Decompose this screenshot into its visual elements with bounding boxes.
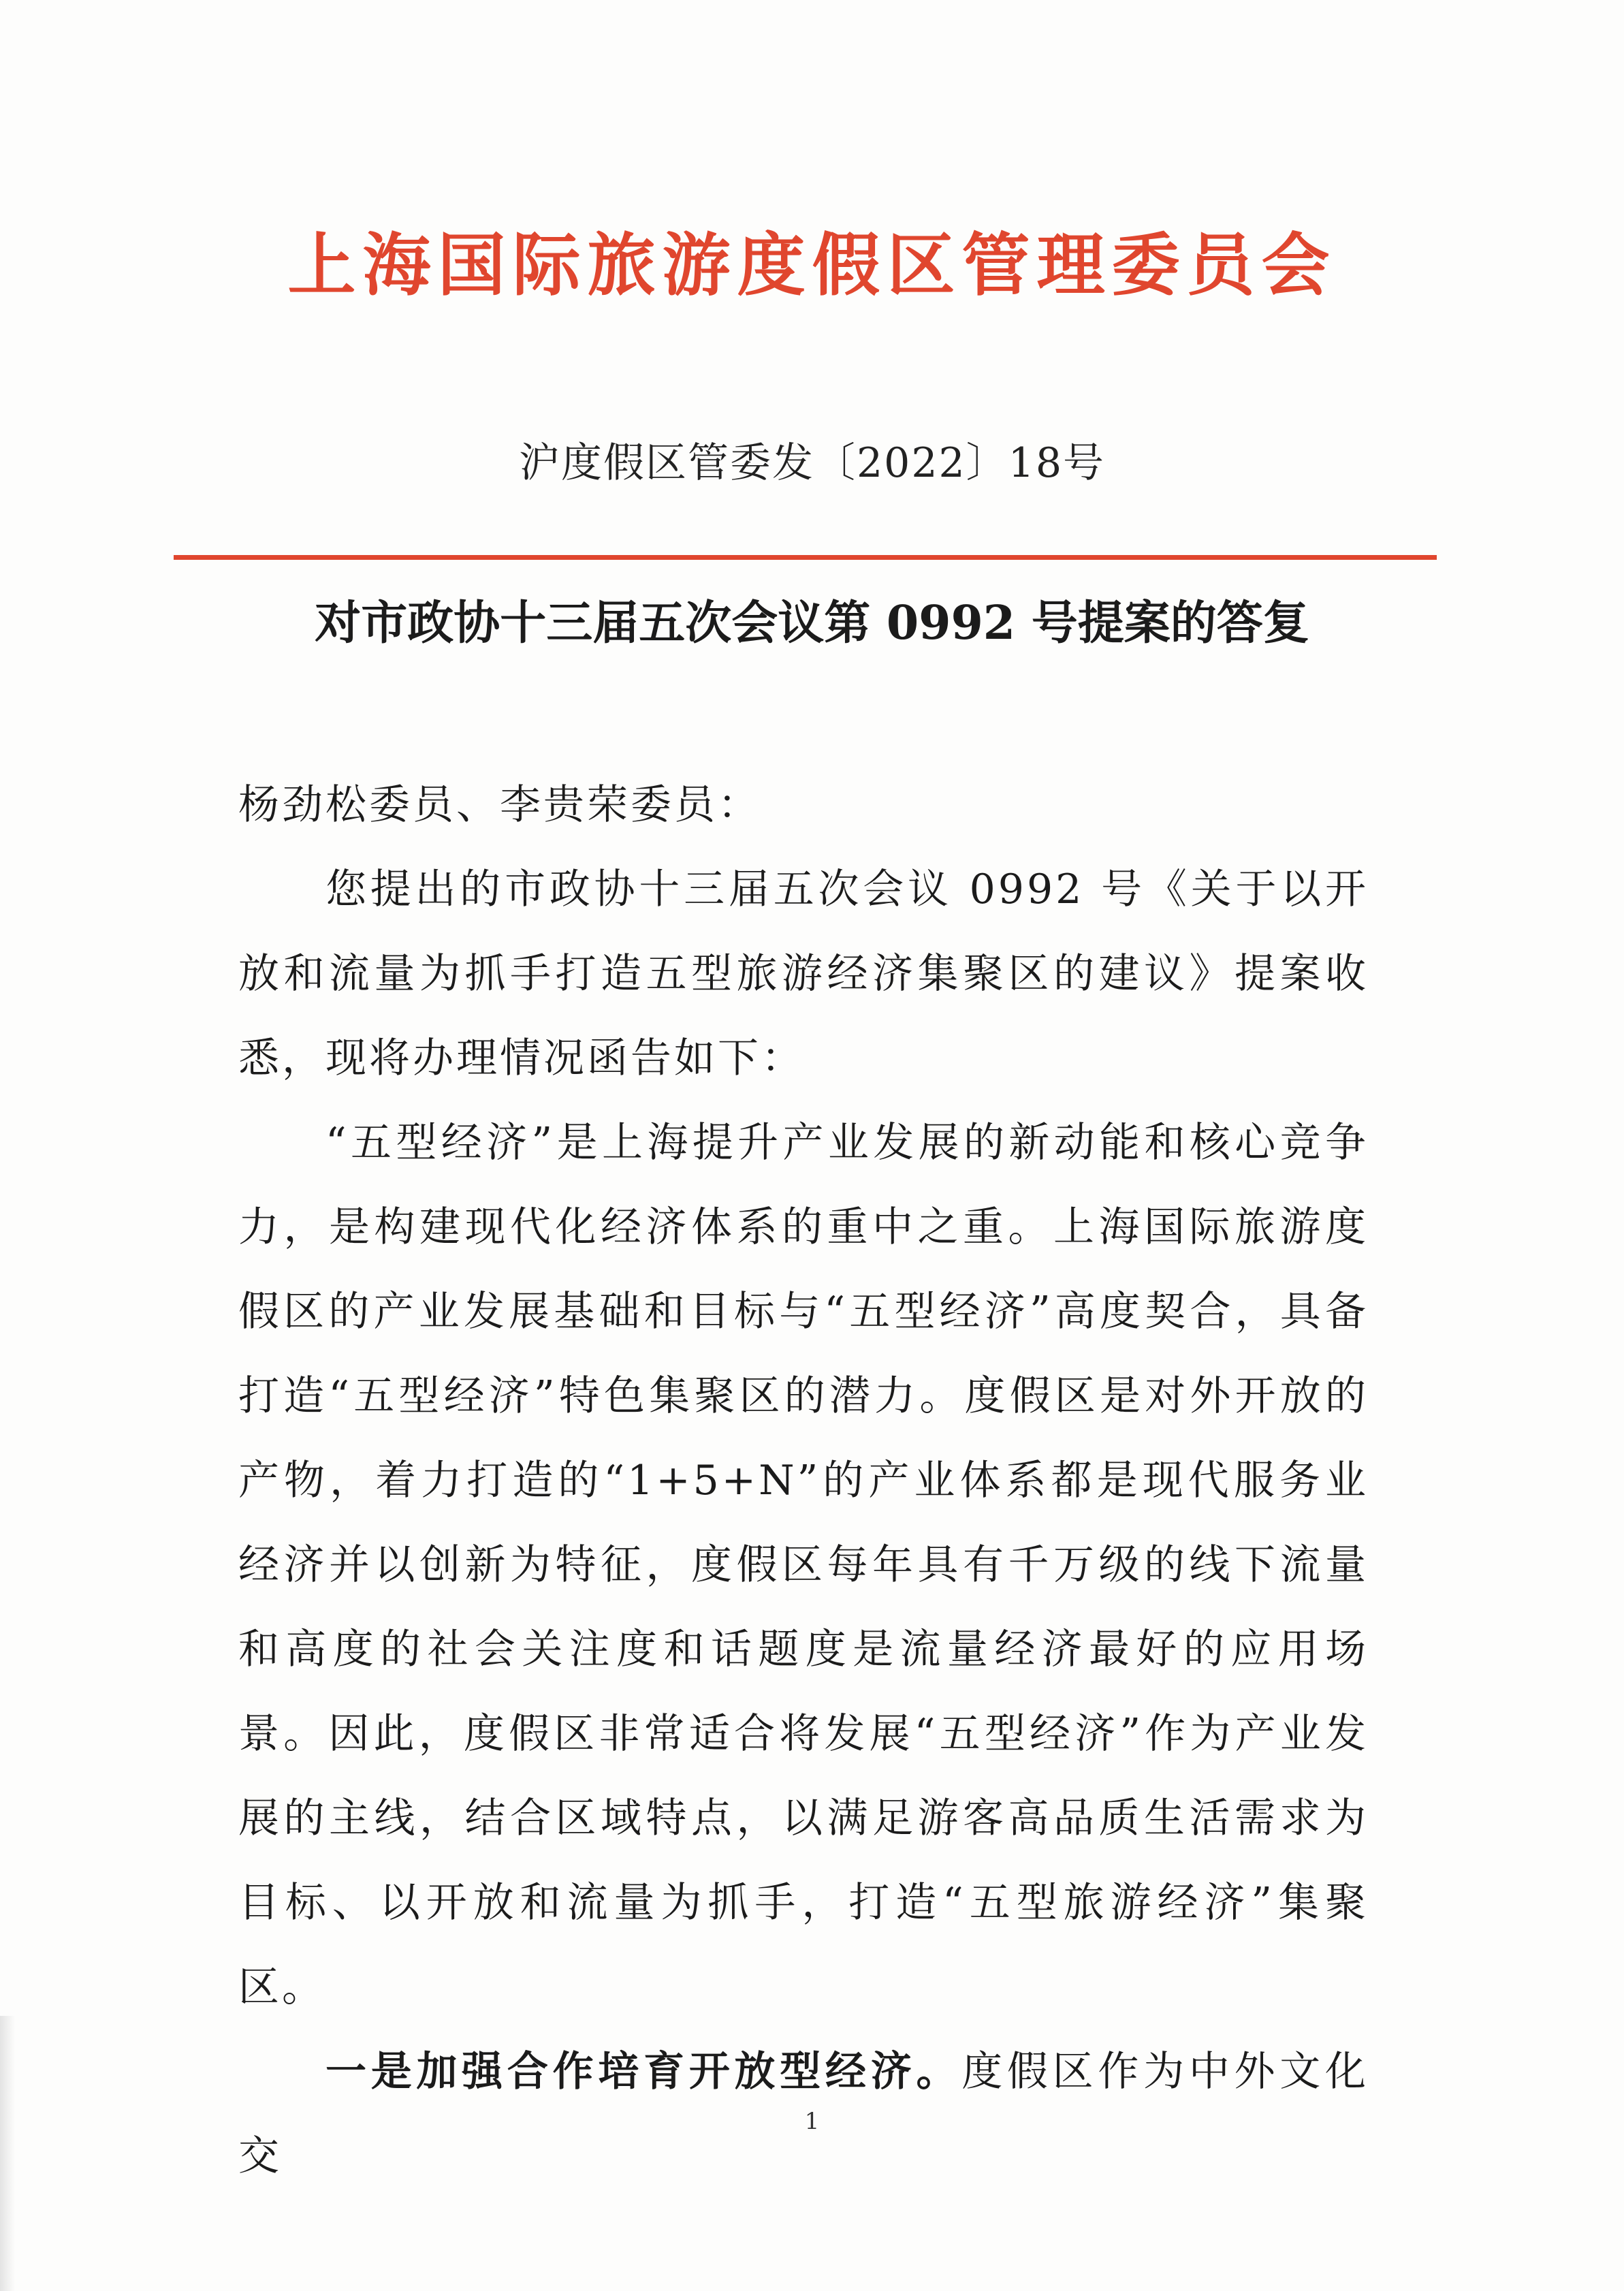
paragraph-1: 您提出的市政协十三届五次会议 0992 号《关于以开放和流量为抓手打造五型旅游经济集聚区的建议》提案收悉，现将办理情况函告如下：: [238, 866, 1369, 1082]
scan-edge-shadow: [0, 2016, 15, 2291]
organization-header: 上海国际旅游度假区管理委员会: [287, 225, 1337, 305]
salutation: 杨劲松委员、李贵荣委员：: [238, 781, 761, 829]
letter-body: [238, 763, 1369, 2198]
document-number: 沪度假区管委发〔2022〕18号: [518, 439, 1106, 487]
red-divider-line: [174, 555, 1437, 560]
paragraph-3-text: 度假区作为中外文化交: [238, 2048, 1369, 2180]
paragraph-3-heading: 一是加强合作培育开放型经济。: [325, 2048, 962, 2096]
page-number: 1: [804, 2108, 820, 2135]
paragraph-2: “五型经济”是上海提升产业发展的新动能和核心竞争力，是构建现代化经济体系的重中之重。上海国际旅游度假区的产业发展基础和目标与“五型经济”高度契合，具备打造“五型经济”特色集聚区的潜力。度假区是对外开放的产物，着力打造的“1+5+N”的产业体系都是现代服务业经济并以创新为特征，度假区每年具有千万级的线下流量和高度的社会关注度和话题度是流量经济最好的应用场景。因此，度假区非常适合将发展“五型经济”作为产业发展的主线，结合区域特点，以满足游客高品质生活需求为目标、以开放和流量为抓手，打造“五型旅游经济”集聚区。: [238, 1119, 1369, 2011]
document-title: 对市政协十三届五次会议第 0992 号提案的答复: [315, 596, 1309, 650]
